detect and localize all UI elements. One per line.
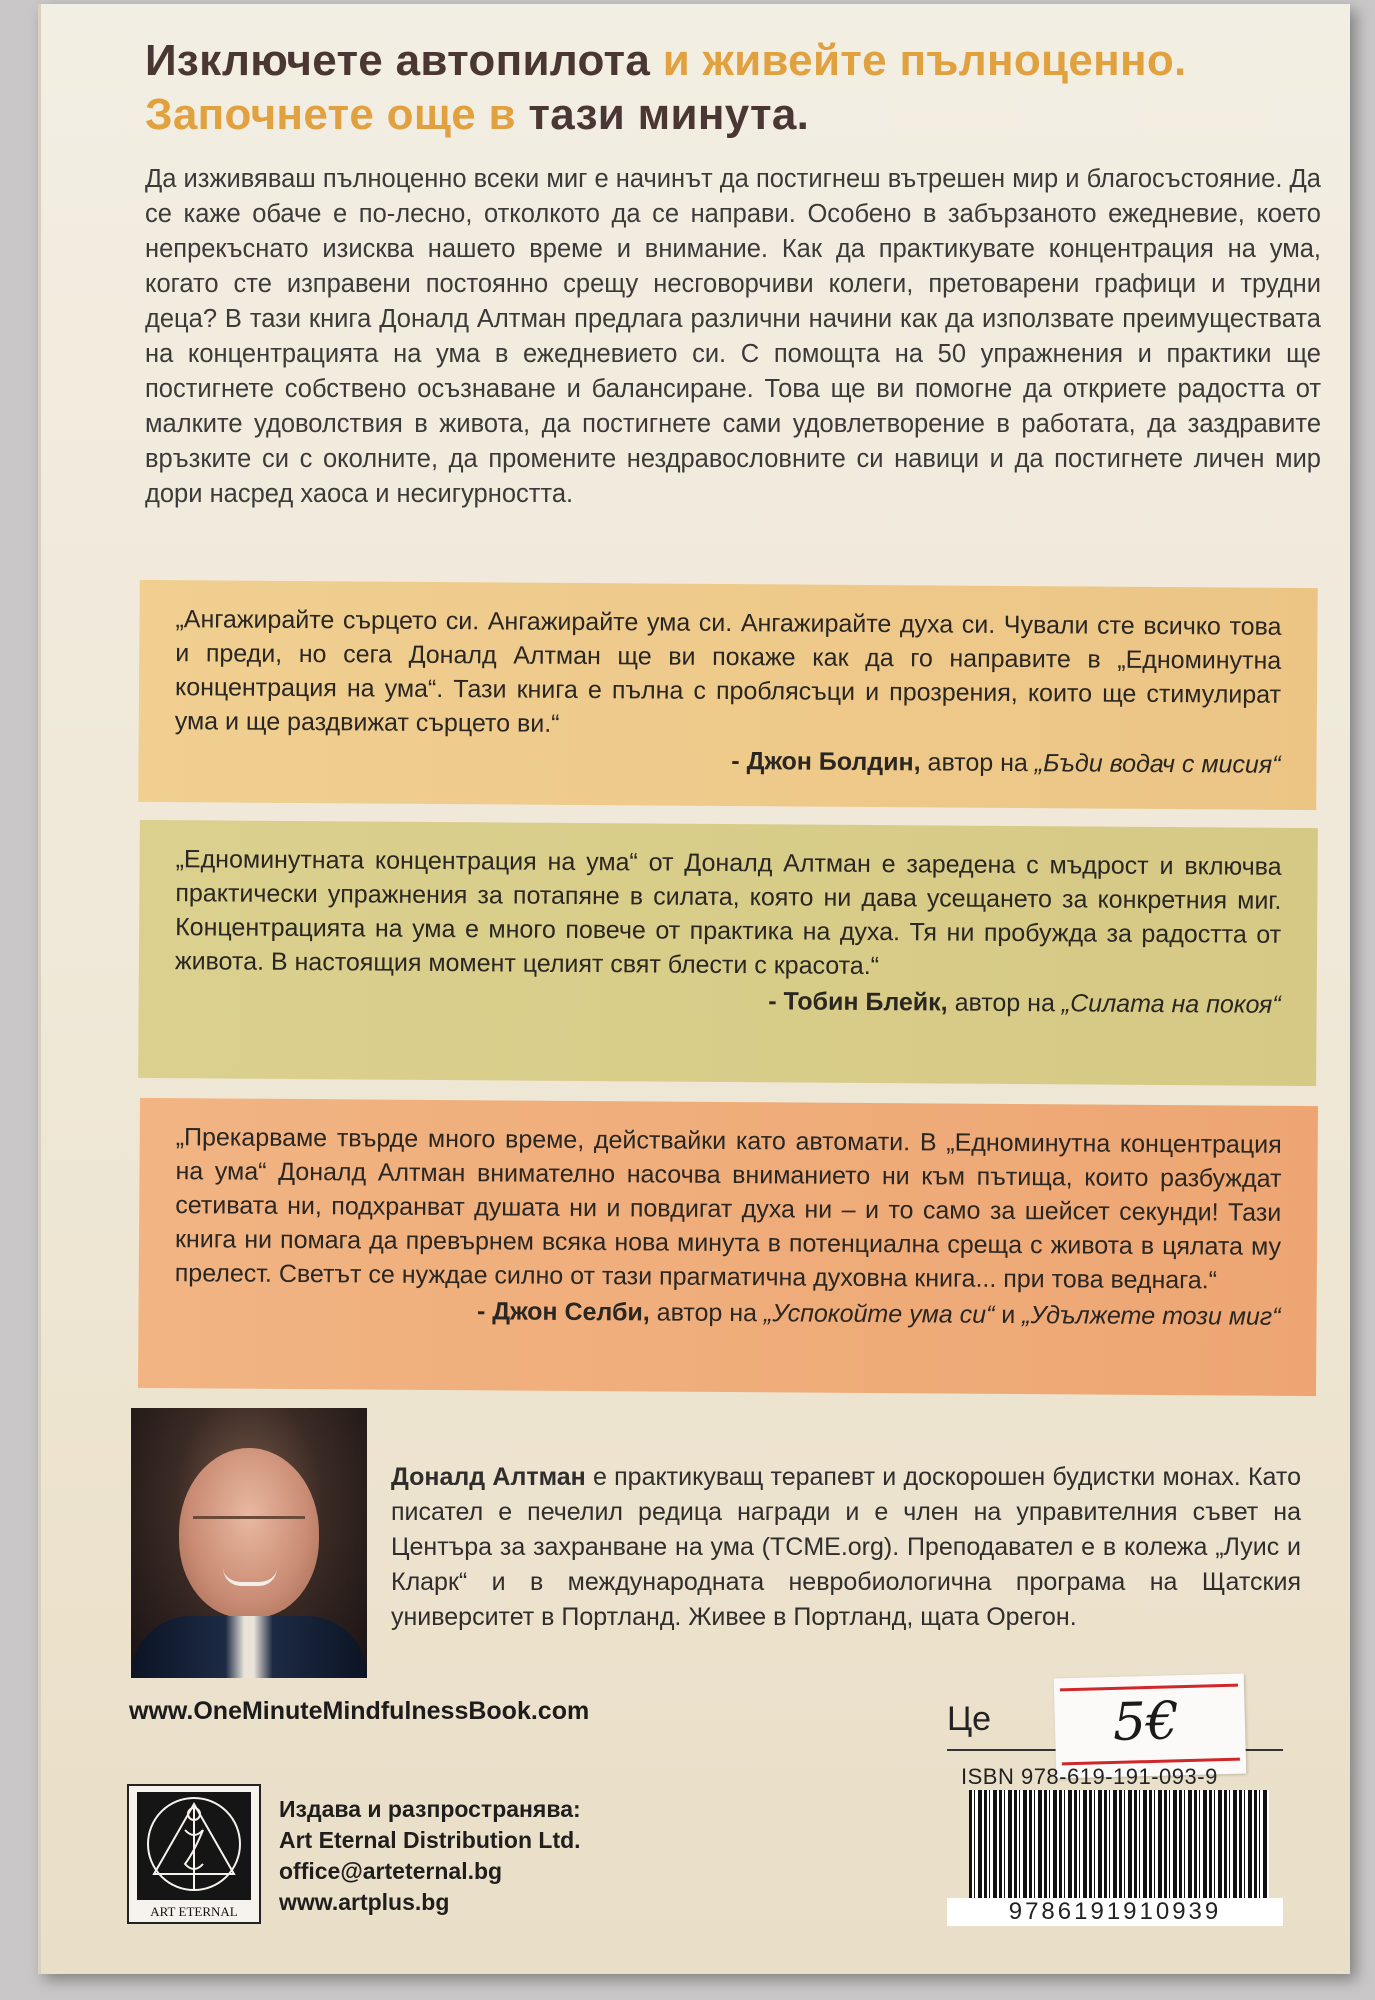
author-photo — [131, 1408, 367, 1678]
quote-text: „Едноминутната концентрация на ума“ от Доналд Алтман е заредена с мъдрост и включва практически упражнения за потапяне в силата, която ни дава усещането за конкретния миг. Концентрацията на ума е много повече от практика на духа. Тя ни пробужда за радостта от живота. В настоящия момент целият свят блести с красота.“ — [174, 845, 1282, 981]
author-jacket — [131, 1616, 367, 1678]
quote-author: - Джон Селби, — [476, 1297, 650, 1327]
quote-book: „Бъди водач с мисия“ — [1034, 749, 1281, 779]
quote-attr-mid: автор на — [947, 988, 1062, 1018]
headline — [145, 34, 1305, 142]
quote-attribution — [175, 980, 1281, 1022]
publisher-email: office@arteternal.bg — [279, 1858, 503, 1884]
headline-part3: Започнете още в — [145, 90, 529, 139]
book-back-cover — [38, 4, 1350, 1974]
barcode-area — [947, 1676, 1283, 1932]
sticker-red-line — [1060, 1684, 1238, 1692]
publisher-logo — [127, 1784, 261, 1924]
logo-emblem-icon — [135, 1790, 253, 1902]
quote-box-2 — [138, 820, 1318, 1086]
sticker-price: 5€ — [1112, 1691, 1180, 1753]
quote-book: „Силата на покоя“ — [1061, 989, 1281, 1019]
author-name: Доналд Алтман — [391, 1463, 586, 1491]
isbn-text: ISBN 978-619-191-093-9 — [961, 1764, 1218, 1789]
headline-part4: тази минута. — [528, 90, 810, 139]
quote-book: „Успокойте ума си“ — [763, 1299, 995, 1329]
publisher-info — [279, 1794, 581, 1918]
barcode-icon — [969, 1790, 1269, 1900]
headline-part2: и живейте пълноценно. — [650, 36, 1187, 85]
quote-text: „Ангажирайте сърцето си. Ангажирайте ума си. Ангажирайте духа си. Чували сте всичко това и преди, но сега Доналд Алтман ще ви покаже как да го направите в „Едноминутна концентрация на ума“. Тази книга е пълна с проблясъци и прозрения, които ще стимулират ума и ще раздвижат сърцето ви.“ — [174, 605, 1282, 738]
quote-attribution — [174, 740, 1280, 782]
publisher-line1: Издава и разпространява: — [279, 1796, 581, 1822]
quote-attr-mid: автор на — [920, 748, 1035, 778]
quote-author: - Джон Болдин, — [731, 747, 921, 777]
barcode-number: 9786191910939 — [947, 1898, 1283, 1926]
publisher-website: www.artplus.bg — [279, 1889, 450, 1915]
quote-attribution — [174, 1292, 1280, 1334]
quote-text: „Прекарваме твърде много време, действайки като автомати. В „Едноминутна концентрация на ума“ Доналд Алтман внимателно насочва вниманието ни към пътища, които разбуждат сетивата ни, подхранват душата ни и повдигат духа ни – и то само за шейсет секунди! Тази книга ни помага да превърнем всяка нова минута в потенциална среща с живота в цялата му прелест. Светът се нуждае силно от тази прагматична духовна книга... при това веднага.“ — [174, 1123, 1282, 1295]
price-label: Це — [947, 1700, 992, 1738]
publisher-line2: Art Eternal Distribution Ltd. — [279, 1827, 581, 1853]
author-bio — [391, 1460, 1301, 1635]
quote-book-2: „Удължете този миг“ — [1022, 1301, 1281, 1331]
quote-box-1 — [138, 580, 1318, 810]
author-bio-text: е практикуващ терапевт и доскорошен будистки монах. Като писател е печелил редица награди и е член на управителния съвет на Центъра за захранване на ума (TCME.org). Преподавател е в колежа „Луис и Кларк“ и в международната невробиологична програма на Щатския университет в Портланд. Живее в Портланд, щата Орегон. — [391, 1463, 1301, 1631]
website-link: www.OneMinuteMindfulnessBook.com — [129, 1697, 590, 1725]
intro-paragraph: Да изживяваш пълноценно всеки миг е начинът да постигнеш вътрешен мир и благосъстояние. Да се каже обаче е по-лесно, отколкото да се направи. Особено в забързаното ежедневие, което непрекъснато изисква нашето време и внимание. Как да практикувате концентрация на ума, когато сте изправени постоянно срещу несговорчиви колеги, претоварени графици и трудни деца? В тази книга Доналд Алтман предлага различни начини как да използвате преимуществата на концентрацията на ума в ежедневието си. С помощта на 50 упражнения и практики ще постигнете собствено осъзнаване и балансиране. Това ще ви помогне да откриете радостта от малките удоволствия в живота, да постигнете сами удовлетворение в работата, да заздравите връзките си с околните, да промените нездравословните си навици и да постигнете личен мир дори насред хаоса и несигурността. — [145, 165, 1321, 508]
price-sticker — [1054, 1674, 1247, 1779]
quote-box-3 — [138, 1098, 1318, 1396]
headline-part1: Изключете автопилота — [145, 36, 651, 85]
quote-author: - Тобин Блейк, — [768, 987, 948, 1017]
quote-attr-mid: автор на — [649, 1298, 765, 1328]
author-glasses — [193, 1516, 305, 1546]
quote-attr-and: и — [994, 1300, 1023, 1330]
logo-text: ART ETERNAL — [150, 1904, 238, 1919]
